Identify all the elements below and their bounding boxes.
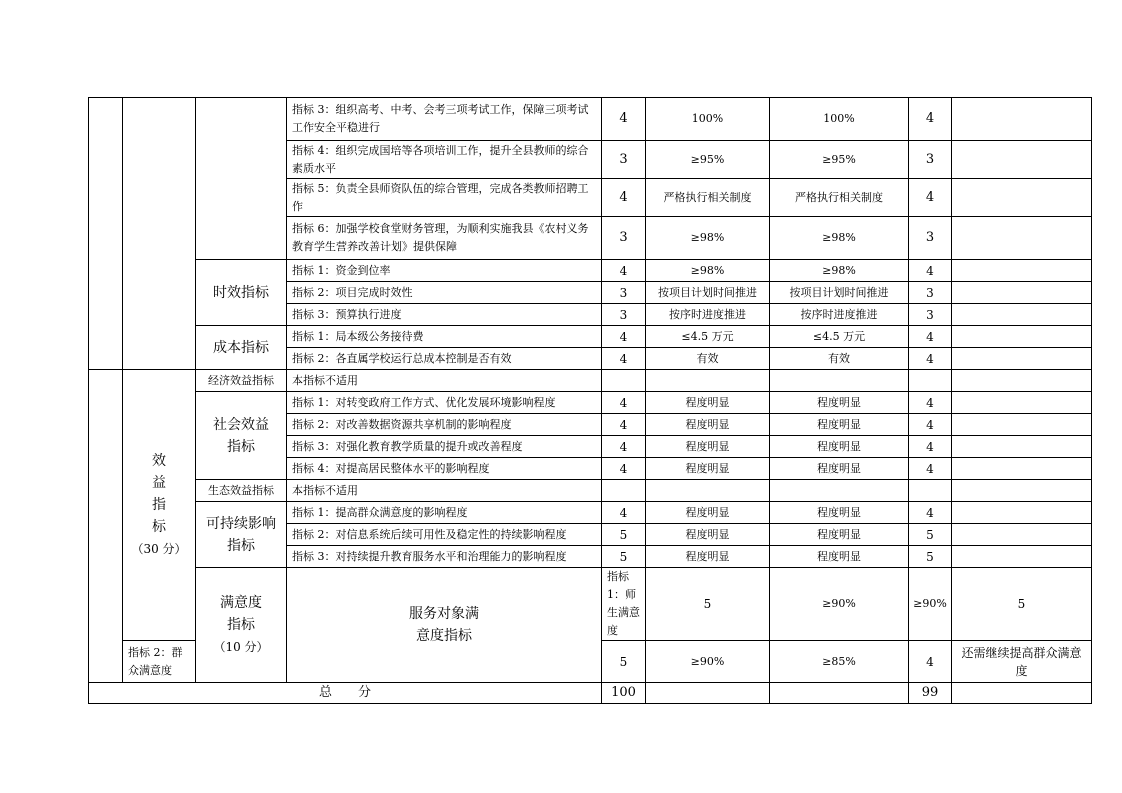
- score-cell: 4: [909, 98, 952, 141]
- actual-cell: ≥98%: [770, 217, 909, 260]
- weight-cell: 3: [602, 217, 646, 260]
- weight-cell: 3: [602, 141, 646, 179]
- actual-cell: ≥95%: [770, 141, 909, 179]
- actual-cell: 程度明显: [770, 546, 909, 568]
- table-row: [89, 568, 1092, 641]
- score-cell: 4: [909, 502, 952, 524]
- actual-cell: ≥85%: [770, 641, 909, 683]
- target-cell: ≥90%: [770, 568, 909, 641]
- indicator-cell: 指标 3：预算执行进度: [287, 304, 602, 326]
- note-cell: [952, 179, 1092, 217]
- indicator-cell: 指标 4：组织完成国培等各项培训工作，提升全县教师的综合素质水平: [287, 141, 602, 179]
- target-cell: ≤4.5 万元: [646, 326, 770, 348]
- score-cell: 3: [909, 217, 952, 260]
- indicator-cell: 指标 2：对信息系统后续可用性及稳定性的持续影响程度: [287, 524, 602, 546]
- table-row: [89, 502, 1092, 524]
- target-cell: [646, 370, 770, 392]
- weight-cell: 4: [602, 260, 646, 282]
- actual-cell: [770, 370, 909, 392]
- note-cell: [952, 436, 1092, 458]
- weight-cell: 3: [602, 282, 646, 304]
- note-cell: [952, 348, 1092, 370]
- actual-cell: 程度明显: [770, 414, 909, 436]
- target-cell: 程度明显: [646, 414, 770, 436]
- actual-cell: 程度明显: [770, 392, 909, 414]
- weight-cell: 4: [602, 98, 646, 141]
- indicator-cell: 指标 1：师生满意度: [602, 568, 646, 641]
- score-cell: 5: [909, 524, 952, 546]
- score-cell: 4: [909, 260, 952, 282]
- target-cell: ≥98%: [646, 260, 770, 282]
- indicator-cell: 指标 4：对提高居民整体水平的影响程度: [287, 458, 602, 480]
- target-cell: 严格执行相关制度: [646, 179, 770, 217]
- indicator-cell: 指标 2：对改善数据资源共享机制的影响程度: [287, 414, 602, 436]
- weight-cell: [602, 480, 646, 502]
- note-cell: [952, 502, 1092, 524]
- target-cell: 按序时进度推进: [646, 304, 770, 326]
- note-cell: [952, 370, 1092, 392]
- weight-cell: 5: [602, 641, 646, 683]
- target-cell: ≥95%: [646, 141, 770, 179]
- weight-cell: 5: [646, 568, 770, 641]
- target-cell: ≥90%: [646, 641, 770, 683]
- score-cell: 3: [909, 282, 952, 304]
- score-cell: [909, 480, 952, 502]
- total-row: [89, 683, 1092, 704]
- blank-subcategory-cell: [123, 98, 196, 370]
- target-cell: 程度明显: [646, 436, 770, 458]
- score-cell: 4: [909, 348, 952, 370]
- weight-cell: 4: [602, 179, 646, 217]
- actual-cell: 严格执行相关制度: [770, 179, 909, 217]
- target-cell: 程度明显: [646, 458, 770, 480]
- timeliness-label: 时效指标: [196, 260, 287, 326]
- indicator-cell: 指标 5：负责全县师资队伍的综合管理，完成各类教师招聘工作: [287, 179, 602, 217]
- score-cell: 4: [909, 326, 952, 348]
- actual-cell: 有效: [770, 348, 909, 370]
- note-cell: [952, 304, 1092, 326]
- indicator-cell: 指标 1：对转变政府工作方式、优化发展环境影响程度: [287, 392, 602, 414]
- weight-cell: 3: [602, 304, 646, 326]
- indicator-cell: 本指标不适用: [287, 480, 602, 502]
- score-cell: [909, 370, 952, 392]
- cost-label: 成本指标: [196, 326, 287, 370]
- total-weight: 100: [602, 683, 646, 704]
- satisfaction-label: 满意度 指标 （10 分）: [196, 568, 287, 683]
- note-cell: [952, 414, 1092, 436]
- weight-cell: 4: [602, 458, 646, 480]
- actual-cell: 程度明显: [770, 524, 909, 546]
- service-satisfaction-label: 服务对象满 意度指标: [287, 568, 602, 683]
- table-row: [89, 480, 1092, 502]
- indicator-cell: 指标 3：组织高考、中考、会考三项考试工作，保障三项考试工作安全平稳进行: [287, 98, 602, 141]
- weight-cell: 4: [602, 414, 646, 436]
- performance-evaluation-table: [88, 97, 1092, 704]
- social-benefit-label: 社会效益 指标: [196, 392, 287, 480]
- note-cell: [952, 546, 1092, 568]
- actual-cell: 按序时进度推进: [770, 304, 909, 326]
- actual-cell: 100%: [770, 98, 909, 141]
- note-cell: [952, 480, 1092, 502]
- target-cell: 程度明显: [646, 546, 770, 568]
- actual-cell: ≥90%: [909, 568, 952, 641]
- indicator-cell: 指标 1：资金到位率: [287, 260, 602, 282]
- note-cell: [952, 683, 1092, 704]
- total-score: 99: [909, 683, 952, 704]
- target-cell: [646, 683, 770, 704]
- note-cell: [952, 326, 1092, 348]
- actual-cell: 按项目计划时间推进: [770, 282, 909, 304]
- benefit-label: 效 益 指 标 （30 分）: [123, 370, 196, 641]
- target-cell: 程度明显: [646, 392, 770, 414]
- table-row: [89, 370, 1092, 392]
- indicator-cell: 指标 1：提高群众满意度的影响程度: [287, 502, 602, 524]
- sustainable-impact-label: 可持续影响 指标: [196, 502, 287, 568]
- economic-benefit-label: 经济效益指标: [196, 370, 287, 392]
- note-cell: [952, 524, 1092, 546]
- actual-cell: ≥98%: [770, 260, 909, 282]
- actual-cell: [770, 683, 909, 704]
- actual-cell: [770, 480, 909, 502]
- note-cell: [952, 392, 1092, 414]
- indicator-cell: 指标 1：局本级公务接待费: [287, 326, 602, 348]
- blank-category-cell: [89, 370, 123, 683]
- indicator-cell: 指标 2：项目完成时效性: [287, 282, 602, 304]
- actual-cell: 程度明显: [770, 502, 909, 524]
- total-label: 总 分: [89, 683, 602, 704]
- score-cell: 4: [909, 179, 952, 217]
- score-cell: 4: [909, 392, 952, 414]
- note-cell: [952, 458, 1092, 480]
- actual-cell: 程度明显: [770, 436, 909, 458]
- target-cell: [646, 480, 770, 502]
- table-row: [89, 392, 1092, 414]
- weight-cell: 4: [602, 348, 646, 370]
- target-cell: 有效: [646, 348, 770, 370]
- indicator-cell: 指标 3：对强化教育教学质量的提升或改善程度: [287, 436, 602, 458]
- score-cell: 4: [909, 641, 952, 683]
- target-cell: ≥98%: [646, 217, 770, 260]
- note-cell: [952, 260, 1092, 282]
- indicator-cell: 指标 6：加强学校食堂财务管理，为顺利实施我县《农村义务教育学生营养改善计划》提供保障: [287, 217, 602, 260]
- score-cell: 4: [909, 414, 952, 436]
- weight-cell: [602, 370, 646, 392]
- actual-cell: ≤4.5 万元: [770, 326, 909, 348]
- target-cell: 程度明显: [646, 502, 770, 524]
- indicator-cell: 指标 2：群众满意度: [123, 641, 196, 683]
- note-cell: [952, 98, 1092, 141]
- weight-cell: 5: [602, 524, 646, 546]
- target-cell: 100%: [646, 98, 770, 141]
- table-row: [89, 98, 1092, 141]
- indicator-cell: 指标 3：对持续提升教育服务水平和治理能力的影响程度: [287, 546, 602, 568]
- target-cell: 程度明显: [646, 524, 770, 546]
- target-cell: 按项目计划时间推进: [646, 282, 770, 304]
- score-cell: 4: [909, 458, 952, 480]
- ecological-benefit-label: 生态效益指标: [196, 480, 287, 502]
- score-cell: 3: [909, 304, 952, 326]
- table-row: [89, 326, 1092, 348]
- score-cell: 4: [909, 436, 952, 458]
- actual-cell: 程度明显: [770, 458, 909, 480]
- table-row: [89, 260, 1092, 282]
- weight-cell: 4: [602, 436, 646, 458]
- note-cell: 还需继续提高群众满意度: [952, 641, 1092, 683]
- weight-cell: 5: [602, 546, 646, 568]
- score-cell: 5: [909, 546, 952, 568]
- indicator-cell: 本指标不适用: [287, 370, 602, 392]
- note-cell: [952, 217, 1092, 260]
- indicator-cell: 指标 2：各直属学校运行总成本控制是否有效: [287, 348, 602, 370]
- score-cell: 3: [909, 141, 952, 179]
- weight-cell: 4: [602, 392, 646, 414]
- note-cell: [952, 141, 1092, 179]
- blank-category-cell: [89, 98, 123, 370]
- weight-cell: 4: [602, 502, 646, 524]
- blank-group-cell: [196, 98, 287, 260]
- score-cell: 5: [952, 568, 1092, 641]
- weight-cell: 4: [602, 326, 646, 348]
- note-cell: [952, 282, 1092, 304]
